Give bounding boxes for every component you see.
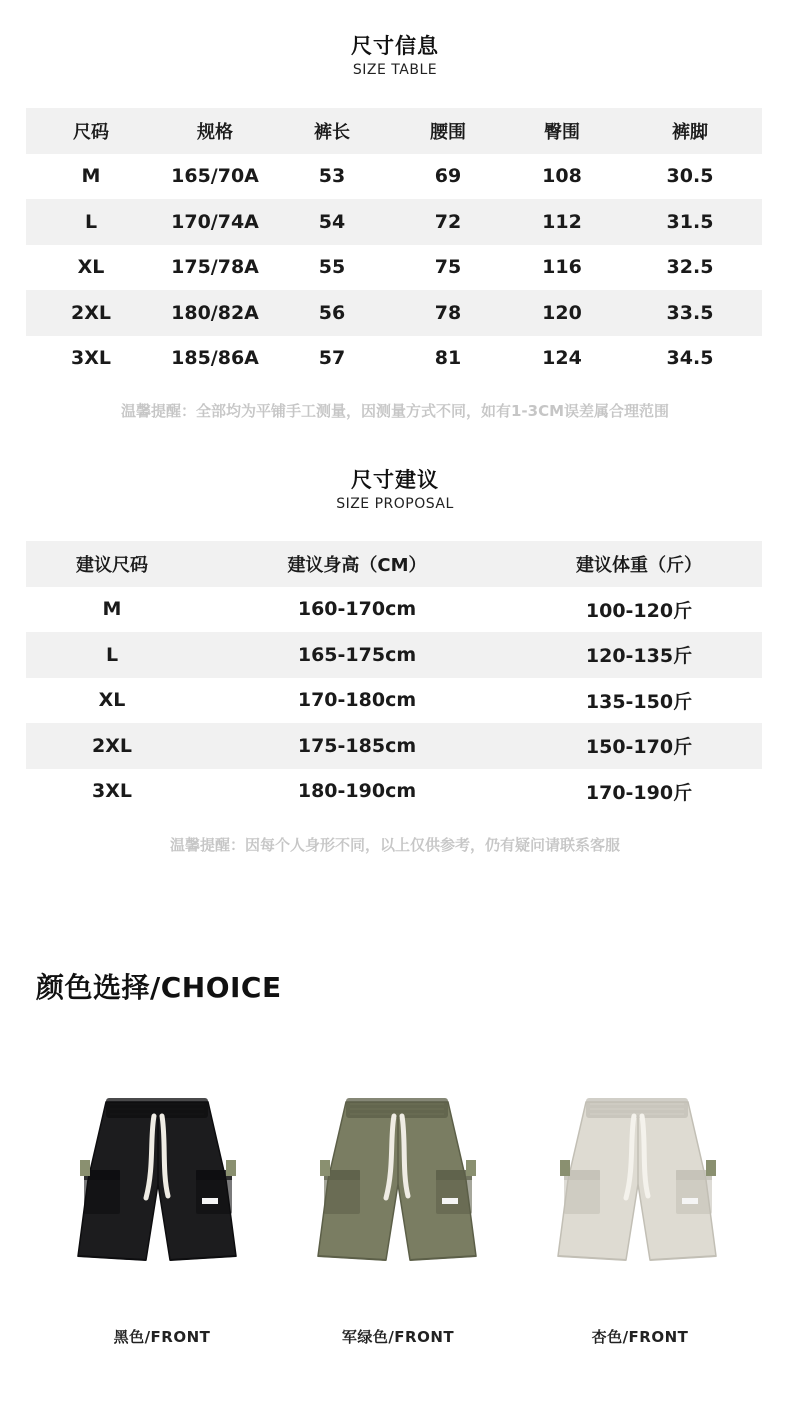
size-proposal-note: 温馨提醒：因每个人身形不同，以上仅供参考，仍有疑问请联系客服 bbox=[169, 836, 620, 854]
size-table-heading bbox=[0, 30, 790, 78]
table-cell: 72 bbox=[390, 199, 506, 245]
table-row bbox=[26, 769, 762, 815]
table-cell: 165/70A bbox=[156, 154, 274, 200]
table-cell: M bbox=[26, 587, 198, 633]
header-cell: 裤长 bbox=[274, 108, 390, 154]
header-cell: 规格 bbox=[156, 108, 274, 154]
shorts-image bbox=[298, 1088, 498, 1278]
shorts-image bbox=[58, 1088, 258, 1278]
table-cell: 135-150斤 bbox=[516, 678, 762, 724]
table-cell: 180-190cm bbox=[198, 769, 516, 815]
table-cell: 120 bbox=[506, 290, 618, 336]
table-cell: 3XL bbox=[26, 336, 156, 382]
table-row bbox=[26, 154, 762, 200]
table-cell: XL bbox=[26, 245, 156, 291]
table-cell: 32.5 bbox=[618, 245, 762, 291]
table-cell: 57 bbox=[274, 336, 390, 382]
apricot-shorts-icon[interactable] bbox=[538, 1088, 738, 1278]
table-cell: 175-185cm bbox=[198, 723, 516, 769]
table-cell: L bbox=[26, 199, 156, 245]
table-cell: 54 bbox=[274, 199, 390, 245]
size-table bbox=[26, 108, 762, 381]
table-cell: 175/78A bbox=[156, 245, 274, 291]
header-cell: 臀围 bbox=[506, 108, 618, 154]
table-cell: 180/82A bbox=[156, 290, 274, 336]
table-row bbox=[26, 290, 762, 336]
table-cell: 34.5 bbox=[618, 336, 762, 382]
table-cell: 69 bbox=[390, 154, 506, 200]
table-row bbox=[26, 587, 762, 633]
table-cell: 108 bbox=[506, 154, 618, 200]
size-table-subtitle: SIZE TABLE bbox=[352, 62, 438, 78]
army-green-shorts-icon[interactable] bbox=[298, 1088, 498, 1278]
table-cell: XL bbox=[26, 678, 198, 724]
table-cell: 55 bbox=[274, 245, 390, 291]
table-row bbox=[26, 199, 762, 245]
table-cell: 150-170斤 bbox=[516, 723, 762, 769]
size-table-header-row bbox=[26, 108, 762, 154]
table-cell: 185/86A bbox=[156, 336, 274, 382]
table-cell: 170-180cm bbox=[198, 678, 516, 724]
header-cell: 建议身高（CM） bbox=[198, 541, 516, 587]
table-cell: 120-135斤 bbox=[516, 632, 762, 678]
table-cell: 170-190斤 bbox=[516, 769, 762, 815]
apricot-caption: 杏色/FRONT bbox=[591, 1328, 689, 1346]
army-green-caption: 军绿色/FRONT bbox=[341, 1328, 455, 1346]
table-cell: 75 bbox=[390, 245, 506, 291]
table-cell: 78 bbox=[390, 290, 506, 336]
table-row bbox=[26, 245, 762, 291]
table-row bbox=[26, 632, 762, 678]
table-cell: 160-170cm bbox=[198, 587, 516, 633]
table-cell: 31.5 bbox=[618, 199, 762, 245]
header-cell: 建议尺码 bbox=[26, 541, 198, 587]
size-proposal-title: 尺寸建议 bbox=[351, 468, 439, 492]
size-proposal-table bbox=[26, 541, 762, 814]
table-cell: 2XL bbox=[26, 290, 156, 336]
black-shorts-icon[interactable] bbox=[58, 1088, 258, 1278]
table-cell: 30.5 bbox=[618, 154, 762, 200]
black-caption: 黑色/FRONT bbox=[113, 1328, 211, 1346]
size-proposal-header-row bbox=[26, 541, 762, 587]
color-choice-title: 颜色选择/CHOICE bbox=[36, 971, 282, 1004]
table-cell: 165-175cm bbox=[198, 632, 516, 678]
header-cell: 建议体重（斤） bbox=[516, 541, 762, 587]
table-cell: 124 bbox=[506, 336, 618, 382]
shorts-image bbox=[538, 1088, 738, 1278]
table-cell: 112 bbox=[506, 199, 618, 245]
header-cell: 尺码 bbox=[26, 108, 156, 154]
table-cell: L bbox=[26, 632, 198, 678]
size-table-note: 温馨提醒：全部均为平铺手工测量，因测量方式不同，如有1-3CM误差属合理范围 bbox=[120, 402, 670, 420]
table-row bbox=[26, 336, 762, 382]
header-cell: 腰围 bbox=[390, 108, 506, 154]
table-cell: 170/74A bbox=[156, 199, 274, 245]
table-cell: 33.5 bbox=[618, 290, 762, 336]
table-cell: 116 bbox=[506, 245, 618, 291]
table-cell: 2XL bbox=[26, 723, 198, 769]
table-cell: 56 bbox=[274, 290, 390, 336]
table-cell: 53 bbox=[274, 154, 390, 200]
table-cell: 100-120斤 bbox=[516, 587, 762, 633]
table-cell: 81 bbox=[390, 336, 506, 382]
table-row bbox=[26, 678, 762, 724]
table-row bbox=[26, 723, 762, 769]
table-cell: M bbox=[26, 154, 156, 200]
size-proposal-subtitle: SIZE PROPOSAL bbox=[336, 496, 454, 512]
size-proposal-heading bbox=[0, 464, 790, 512]
table-cell: 3XL bbox=[26, 769, 198, 815]
header-cell: 裤脚 bbox=[618, 108, 762, 154]
size-table-title: 尺寸信息 bbox=[351, 34, 439, 58]
